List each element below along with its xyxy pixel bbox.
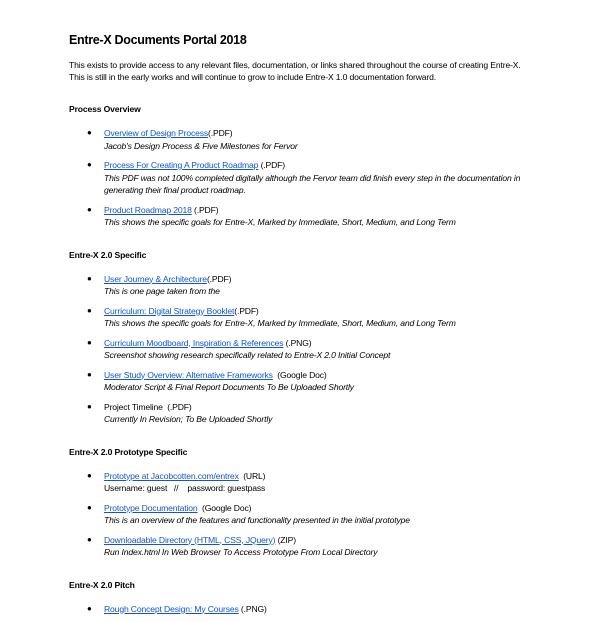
section-spacer (69, 236, 529, 249)
intro-paragraph: This exists to provide access to any relevant files, documentation, or links shared throughout the course of creating Entre-X. This is still in the early works and will continue to grow to include Entre-X 1.0 documentation forward. (69, 60, 521, 82)
section-heading: Entre-X 2.0 Pitch (69, 579, 135, 590)
bullet-icon: ● (87, 128, 92, 137)
item-description: Run Index.html In Web Browser To Access Prototype From Local Directory (104, 547, 378, 557)
bullet-icon: ● (87, 160, 92, 169)
document-link[interactable]: Curriculum: Digital Strategy Booklet (104, 305, 235, 316)
item-description: Currently In Revision; To Be Uploaded Shortly (104, 414, 273, 424)
section-list (69, 273, 529, 426)
document-link[interactable]: Rough Concept Design: My Courses (104, 603, 239, 614)
document-link[interactable]: Prototype Documentation (104, 502, 198, 513)
document-link[interactable]: Process For Creating A Product Roadmap (104, 160, 259, 170)
bullet-icon: ● (87, 369, 92, 379)
item-description: Jacob's Design Process & Five Milestones for Fervor (104, 140, 298, 151)
file-type-label: (.PDF) (206, 273, 232, 284)
bullet-icon: ● (87, 204, 92, 214)
list-item (69, 470, 529, 495)
section-heading: Process Overview (69, 104, 141, 114)
section-list (69, 470, 529, 559)
section-heading: Entre-X 2.0 Specific (69, 249, 147, 260)
document-link[interactable]: User Journey & Architecture (104, 273, 207, 284)
document-page (69, 32, 529, 622)
bullet-icon: ● (87, 401, 92, 411)
item-description: Screenshot showing research specifically related to Entre-X 2.0 Initial Concept (104, 350, 391, 360)
sections-container (69, 103, 529, 615)
item-description: This PDF was not 100% completed digitally although the Fervor team did finish every step in the documentation in generating their final product roadmap. (104, 172, 521, 195)
item-description: This is one page taken from the (104, 286, 220, 296)
item-description: This is an overview of the features and functionality presented in the initial prototype (104, 515, 410, 525)
list-item (69, 603, 529, 616)
document-link[interactable]: Product Roadmap 2018 (104, 204, 192, 215)
list-item (69, 273, 529, 298)
section-spacer (69, 566, 529, 579)
document-link[interactable]: Overview of Design Process (104, 128, 209, 138)
document-link[interactable]: User Study Overview: Alternative Frameworks (104, 369, 273, 380)
document-link[interactable]: Prototype at Jacobcotten.com/entrex (104, 470, 239, 481)
bullet-icon: ● (87, 305, 92, 315)
file-type-label: (.PDF) (162, 401, 192, 412)
list-item (69, 204, 529, 229)
file-type-label: (Google Doc) (272, 369, 327, 380)
section-list (69, 127, 529, 229)
file-type-label: (.PDF) (208, 128, 233, 138)
bullet-icon: ● (87, 603, 92, 613)
file-type-label: (ZIP) (275, 534, 296, 545)
document-link[interactable]: Curriculum Moodboard, Inspiration & References (104, 337, 284, 348)
document-name: Project Timeline (104, 401, 163, 412)
list-item (69, 127, 529, 152)
bullet-icon: ● (87, 470, 92, 480)
page-title: Entre-X Documents Portal 2018 (69, 33, 247, 47)
file-type-label: (URL) (238, 470, 266, 481)
list-item (69, 369, 529, 394)
list-item (69, 337, 529, 362)
file-type-label: (.PDF) (258, 160, 285, 170)
bullet-icon: ● (87, 337, 92, 347)
item-description: This shows the specific goals for Entre-X, Marked by Immediate, Short, Medium, and Long Term (104, 318, 456, 328)
list-item (69, 401, 529, 426)
list-item (69, 159, 529, 197)
bullet-icon: ● (87, 273, 92, 283)
bullet-icon: ● (87, 502, 92, 512)
list-item (69, 534, 529, 559)
file-type-label: (.PDF) (234, 305, 259, 316)
file-type-label: (Google Doc) (197, 502, 252, 513)
file-type-label: (.PNG) (283, 337, 312, 348)
bullet-icon: ● (87, 534, 92, 544)
document-link[interactable]: Downloadable Directory (HTML, CSS, JQuery) (104, 534, 276, 545)
section-list (69, 603, 529, 616)
section-heading: Entre-X 2.0 Prototype Specific (69, 446, 188, 457)
file-type-label: (.PDF) (191, 204, 219, 215)
item-note: Username: guest // password: guestpass (104, 483, 266, 493)
section-spacer (69, 433, 529, 446)
list-item (69, 502, 529, 527)
file-type-label: (.PNG) (238, 603, 267, 614)
item-description: This shows the specific goals for Entre-X, Marked by Immediate, Short, Medium, and Long Term (104, 217, 456, 227)
item-description: Moderator Script & Final Report Documents To Be Uploaded Shortly (104, 382, 354, 392)
list-item (69, 305, 529, 330)
